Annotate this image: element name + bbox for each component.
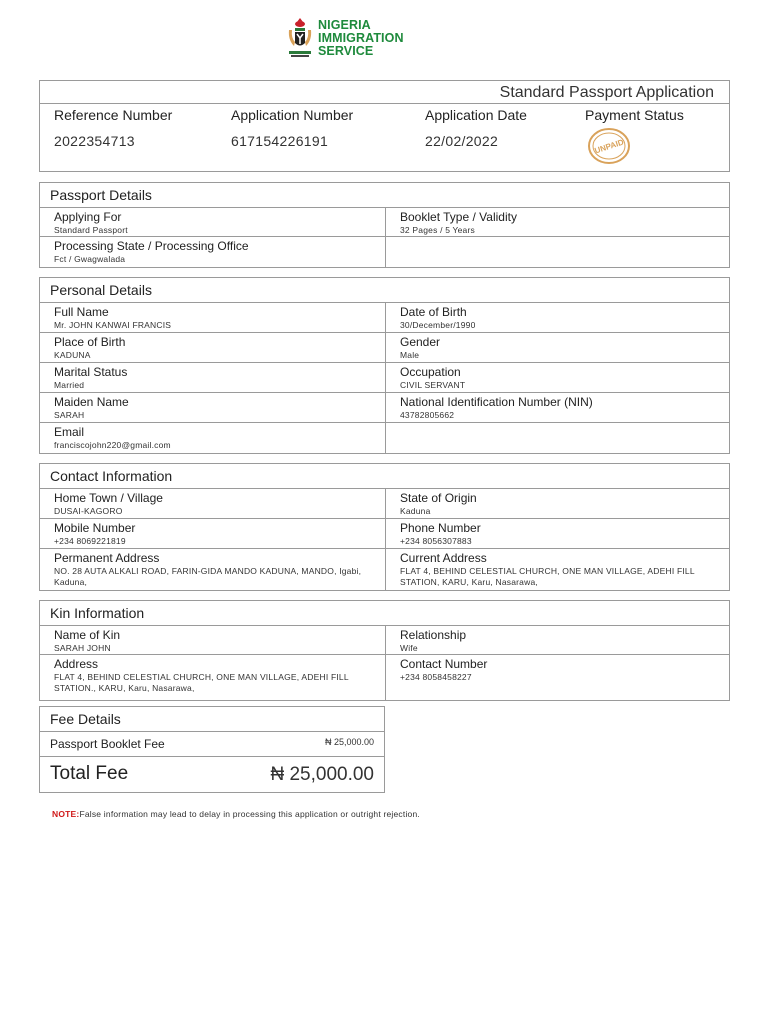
application-number-label: Application Number	[231, 107, 354, 123]
booklet-fee-value: ₦ 25,000.00	[324, 737, 374, 747]
fee-details-title: Fee Details	[40, 707, 384, 732]
payment-status-column	[585, 104, 684, 170]
marital-value: Married	[54, 380, 85, 390]
full-name-value: Mr. JOHN KANWAI FRANCIS	[54, 320, 172, 330]
total-fee-label: Total Fee	[50, 763, 129, 784]
hometown-label: Home Town / Village	[54, 491, 163, 505]
phone-cell	[385, 519, 729, 548]
full-name-cell	[40, 303, 385, 332]
application-number-column	[231, 104, 353, 150]
phone-label: Phone Number	[400, 521, 481, 535]
nis-logo	[286, 16, 426, 60]
dob-value: 30/December/1990	[400, 320, 476, 330]
kin-address-label: Address	[54, 657, 99, 671]
booklet-fee-label: Passport Booklet Fee	[50, 737, 165, 751]
personal-details-title: Personal Details	[40, 278, 729, 303]
dob-cell	[385, 303, 729, 332]
nin-label: National Identification Number (NIN)	[400, 395, 593, 409]
reference-value: 2022354713	[54, 133, 135, 149]
hometown-cell	[40, 489, 385, 518]
empty-cell	[385, 423, 729, 453]
processing-value: Fct / Gwagwalada	[54, 254, 126, 264]
booklet-value: 32 Pages / 5 Years	[400, 225, 475, 235]
application-date-label: Application Date	[425, 107, 527, 123]
kin-contact-cell	[385, 655, 729, 700]
empty-cell	[385, 237, 729, 267]
kin-contact-value: +234 8058458227	[400, 672, 472, 682]
email-label: Email	[54, 425, 85, 439]
current-address-label: Current Address	[400, 551, 487, 565]
booklet-fee-row	[40, 732, 384, 757]
contact-information-section	[39, 463, 730, 591]
state-of-origin-cell	[385, 489, 729, 518]
reference-label: Reference Number	[54, 107, 173, 123]
state-of-origin-label: State of Origin	[400, 491, 477, 505]
maiden-value: SARAH	[54, 410, 85, 420]
application-date-value: 22/02/2022	[425, 133, 499, 149]
logo-line-3: SERVICE	[318, 43, 374, 58]
unpaid-stamp-text: UNPAID	[593, 137, 625, 156]
passport-details-title: Passport Details	[40, 183, 729, 208]
email-value: franciscojohn220@gmail.com	[54, 440, 171, 450]
pob-cell	[40, 333, 385, 362]
maiden-label: Maiden Name	[54, 395, 129, 409]
marital-cell	[40, 363, 385, 392]
kin-information-section	[39, 600, 730, 701]
relationship-cell	[385, 626, 729, 654]
passport-details-section	[39, 182, 730, 268]
applying-for-label: Applying For	[54, 210, 122, 224]
booklet-label: Booklet Type / Validity	[400, 210, 517, 224]
occupation-cell	[385, 363, 729, 392]
kin-name-value: SARAH JOHN	[54, 643, 111, 653]
payment-status-label: Payment Status	[585, 107, 684, 123]
coat-of-arms-icon	[286, 16, 314, 60]
reference-column	[54, 104, 172, 150]
fee-details-section	[39, 706, 385, 793]
application-title: Standard Passport Application	[40, 81, 729, 104]
personal-details-section	[39, 277, 730, 454]
application-date-column	[425, 104, 527, 150]
email-cell	[40, 423, 385, 453]
processing-label: Processing State / Processing Office	[54, 239, 249, 253]
note-text: False information may lead to delay in processing this application or outright rejection.	[79, 809, 420, 819]
permanent-address-label: Permanent Address	[54, 551, 160, 565]
dob-label: Date of Birth	[400, 305, 467, 319]
applying-for-value: Standard Passport	[54, 225, 128, 235]
nin-cell	[385, 393, 729, 422]
gender-cell	[385, 333, 729, 362]
kin-name-label: Name of Kin	[54, 628, 121, 642]
logo-line-1: NIGERIA	[318, 17, 371, 32]
relationship-value: Wife	[400, 643, 418, 653]
note-prefix: NOTE:	[52, 809, 80, 819]
total-fee-row	[40, 757, 384, 792]
booklet-cell	[385, 208, 729, 236]
permanent-address-value: NO. 28 AUTA ALKALI ROAD, FARIN-GIDA MANDO KADUNA, MANDO, Igabi, Kaduna,	[54, 566, 362, 587]
current-address-value: FLAT 4, BEHIND CELESTIAL CHURCH, ONE MAN VILLAGE, ADEHI FILL STATION, KARU, Karu, Nasarawa,	[400, 566, 695, 587]
gender-value: Male	[400, 350, 420, 360]
occupation-value: CIVIL SERVANT	[400, 380, 466, 390]
disclaimer-note	[52, 809, 420, 819]
full-name-label: Full Name	[54, 305, 109, 319]
state-of-origin-value: Kaduna	[400, 506, 431, 516]
permanent-address-cell	[40, 549, 385, 590]
contact-information-title: Contact Information	[40, 464, 729, 489]
unpaid-stamp-icon	[587, 127, 631, 165]
relationship-label: Relationship	[400, 628, 467, 642]
kin-address-value: FLAT 4, BEHIND CELESTIAL CHURCH, ONE MAN VILLAGE, ADEHI FILL STATION., KARU, Karu, Nasarawa,	[54, 672, 349, 693]
kin-contact-label: Contact Number	[400, 657, 488, 671]
occupation-label: Occupation	[400, 365, 461, 379]
logo-line-2: IMMIGRATION	[318, 30, 404, 45]
processing-cell	[40, 237, 385, 267]
marital-label: Marital Status	[54, 365, 128, 379]
current-address-cell	[385, 549, 729, 590]
mobile-cell	[40, 519, 385, 548]
phone-value: +234 8056307883	[400, 536, 472, 546]
total-fee-value: ₦ 25,000.00	[270, 764, 374, 785]
applying-for-cell	[40, 208, 385, 236]
gender-label: Gender	[400, 335, 441, 349]
mobile-value: +234 8069221819	[54, 536, 126, 546]
mobile-label: Mobile Number	[54, 521, 136, 535]
kin-name-cell	[40, 626, 385, 654]
pob-value: KADUNA	[54, 350, 91, 360]
pob-label: Place of Birth	[54, 335, 126, 349]
application-number-value: 617154226191	[231, 133, 329, 149]
nin-value: 43782805662	[400, 410, 455, 420]
logo-text	[318, 19, 404, 58]
maiden-cell	[40, 393, 385, 422]
hometown-value: DUSAI-KAGORO	[54, 506, 123, 516]
kin-address-cell	[40, 655, 385, 700]
kin-information-title: Kin Information	[40, 601, 729, 626]
application-summary	[39, 80, 730, 172]
